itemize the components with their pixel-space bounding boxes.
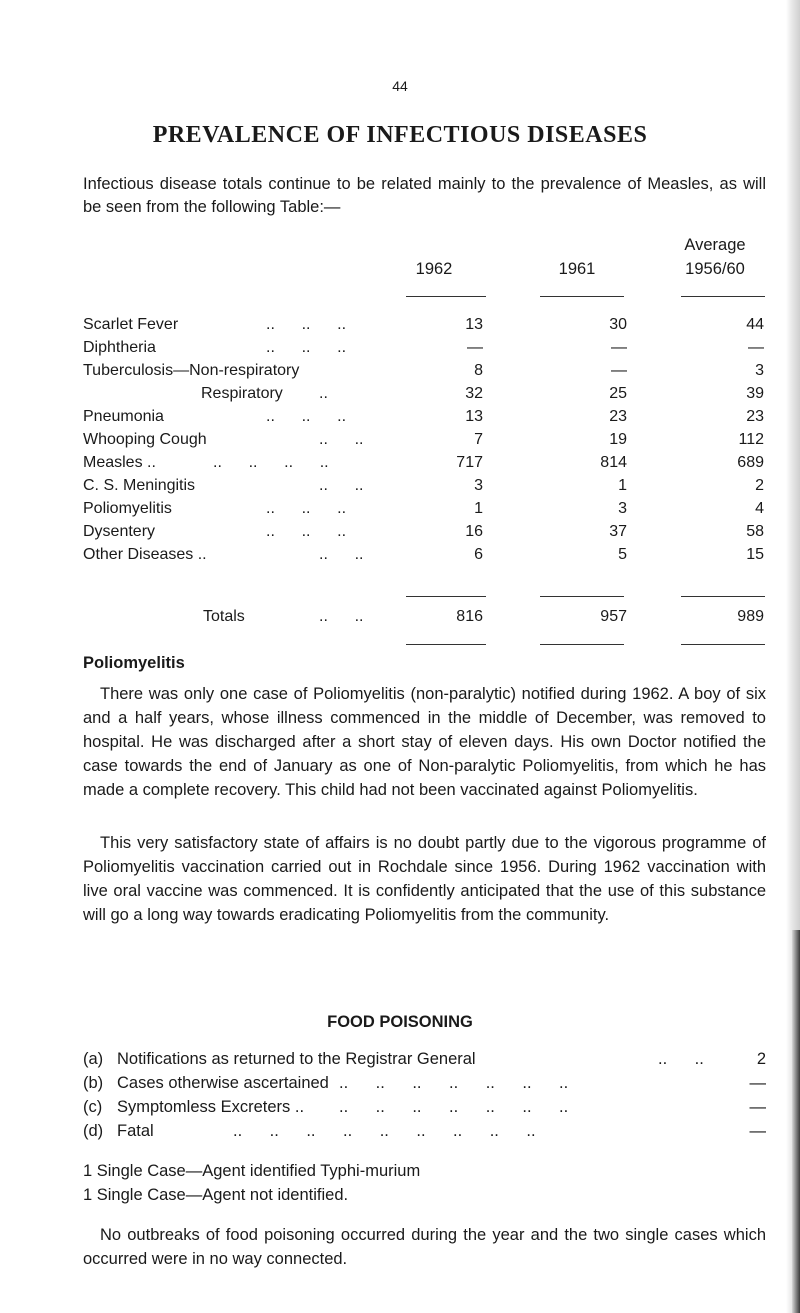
leader-dots: .. .. [319,608,364,625]
cell-1962: 16 [465,523,483,540]
totals-rule-top-1962 [406,596,486,597]
item-key: (b) [83,1074,104,1092]
cell-average: — [748,339,764,356]
table-row [83,523,773,547]
poliomyelitis-paragraph-1: There was only one case of Poliomyelitis (non-paralytic) notified during 1962. A boy of six and a half years, whose illness commenced in the middle of December, was removed to hospital. He was discharged after a short stay of eleven days. His own Doctor notified the case towards the end of January as one of Non-paralytic Poliomyelitis, from which he has made a complete recovery. This child had not been vaccinated against Poliomyelitis. [83,685,766,799]
page-number: 44 [392,78,408,94]
header-1961: 1961 [558,260,596,278]
row-label: C. S. Meningitis [83,477,196,494]
cell-average: 44 [746,316,764,333]
totals-rule-bottom-average [681,644,765,645]
table-row [83,477,773,501]
total-1961: 957 [600,608,627,625]
item-value: — [749,1122,766,1140]
row-label: Diphtheria [83,339,156,356]
item-key: (d) [83,1122,104,1140]
totals-rule-bottom-1962 [406,644,486,645]
table-row [83,500,773,524]
cell-1962: — [467,339,483,356]
cell-average: 23 [746,408,764,425]
page-edge-dark [792,930,800,1313]
row-label: Whooping Cough [83,431,207,448]
case-1: 1 Single Case—Agent identified Typhi-murium [83,1162,421,1180]
table-row [83,454,773,478]
poliomyelitis-paragraph-2: This very satisfactory state of affairs is no doubt partly due to the vigorous programme of Poliomyelitis vaccination carried out in Rochdale since 1956. During 1962 vaccination with live oral vaccine was commenced. It is confidently anticipated that the use of this substance will go a long way towards eradicating Poliomyelitis from the community. [83,834,766,924]
food-poisoning-heading: FOOD POISONING [327,1013,473,1031]
header-average-years: 1956/60 [685,260,745,278]
cell-1961: — [611,362,627,379]
cell-1962: 32 [465,385,483,402]
closing-paragraph: No outbreaks of food poisoning occurred during the year and the two single cases which occurred were in no way connected. [83,1226,766,1268]
table-row [83,316,773,340]
cell-1961: 19 [609,431,627,448]
table-row [83,546,773,570]
header-rule-1962 [406,296,486,297]
cell-average: 112 [738,431,764,448]
table-row [83,385,773,409]
header-1962: 1962 [415,260,453,278]
totals-rule-bottom-1961 [540,644,624,645]
item-text: Cases otherwise ascertained [117,1074,329,1092]
cell-1961: — [611,339,627,356]
cell-average: 689 [737,454,764,471]
totals-row [83,608,773,632]
cell-1961: 25 [609,385,627,402]
cell-1961: 5 [618,546,627,563]
item-text: Fatal [117,1122,154,1140]
header-rule-average [681,296,765,297]
list-item [83,1050,766,1074]
row-label: Measles .. [83,454,156,471]
cell-1962: 6 [474,546,483,563]
totals-rule-top-average [681,596,765,597]
totals-rule-top-1961 [540,596,624,597]
leader-dots: .. .. .. .. .. .. .. .. .. [233,1122,536,1140]
table-row [83,362,773,386]
leader-dots: .. .. .. [266,500,347,517]
cell-1962: 13 [465,316,483,333]
table-row [83,408,773,432]
case-2: 1 Single Case—Agent not identified. [83,1186,349,1204]
row-label: Tuberculosis—Non-respiratory [83,362,300,379]
cell-average: 58 [746,523,764,540]
item-value: 2 [756,1050,766,1068]
cell-1962: 8 [474,362,483,379]
leader-dots: .. .. [658,1050,704,1068]
leader-dots: .. .. .. .. .. .. .. [339,1074,569,1092]
item-text: Notifications as returned to the Registrar General [117,1050,476,1068]
leader-dots: .. .. .. [266,408,347,425]
row-label: Poliomyelitis [83,500,172,517]
row-label: Other Diseases .. [83,546,207,563]
cell-1961: 37 [609,523,627,540]
cell-1962: 1 [474,500,483,517]
leader-dots: .. .. .. .. [213,454,329,471]
cell-average: 3 [755,362,764,379]
row-label: Pneumonia [83,408,164,425]
list-item [83,1122,766,1146]
totals-label: Totals [203,608,245,625]
cell-average: 4 [755,500,764,517]
row-label: Respiratory [201,385,283,402]
leader-dots: .. .. [319,477,364,494]
header-rule-1961 [540,296,624,297]
poliomyelitis-heading: Poliomyelitis [83,654,185,672]
cell-1961: 30 [609,316,627,333]
cell-1962: 3 [474,477,483,494]
total-1962: 816 [456,608,483,625]
cell-1962: 717 [456,454,483,471]
page-title: PREVALENCE OF INFECTIOUS DISEASES [152,122,648,148]
cell-average: 15 [746,546,764,563]
total-average: 989 [737,608,764,625]
leader-dots: .. .. .. [266,339,347,356]
item-value: — [749,1098,766,1116]
cell-1962: 13 [465,408,483,425]
table-row [83,431,773,455]
item-text: Symptomless Excreters .. [117,1098,305,1116]
row-label: Dysentery [83,523,156,540]
item-key: (a) [83,1050,104,1068]
table-row [83,339,773,363]
cell-1961: 1 [618,477,627,494]
cell-1961: 3 [618,500,627,517]
item-key: (c) [83,1098,103,1116]
leader-dots: .. .. .. [266,316,347,333]
cell-1962: 7 [474,431,483,448]
leader-dots: .. [319,385,328,402]
row-label: Scarlet Fever [83,316,179,333]
cell-average: 39 [746,385,764,402]
leader-dots: .. .. .. .. .. .. .. [339,1098,569,1116]
item-value: — [749,1074,766,1092]
cell-1961: 23 [609,408,627,425]
list-item [83,1074,766,1098]
cell-average: 2 [755,477,764,494]
leader-dots: .. .. [319,431,364,448]
leader-dots: .. .. [319,546,364,563]
intro-paragraph: Infectious disease totals continue to be related mainly to the prevalence of Measles, as will be seen from the following Table:— [83,175,766,216]
list-item [83,1098,766,1122]
cell-1961: 814 [600,454,627,471]
header-average: Average [684,236,746,254]
leader-dots: .. .. .. [266,523,347,540]
